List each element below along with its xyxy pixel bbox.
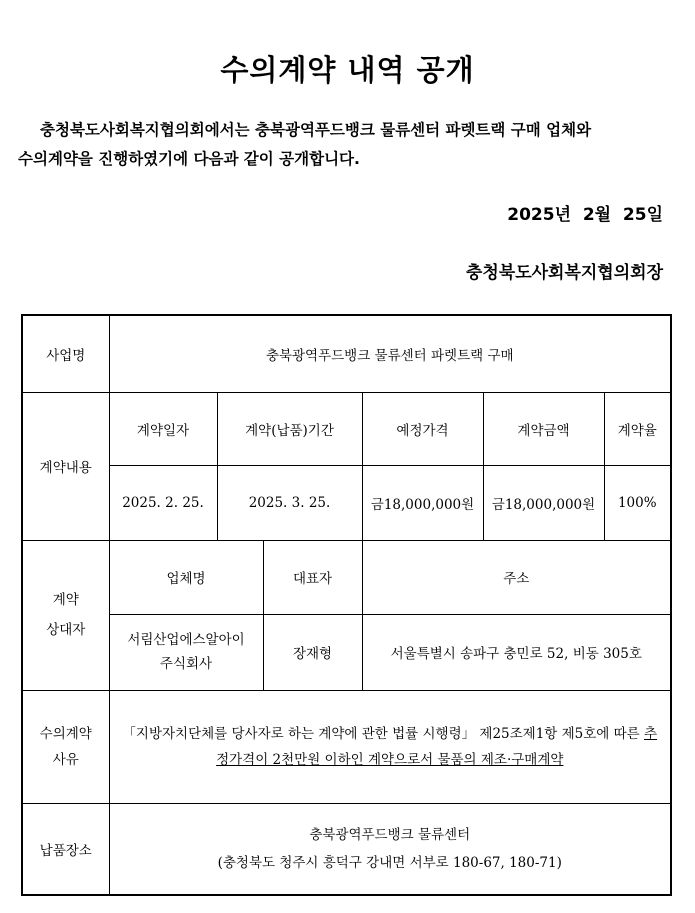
party-value-row [22, 614, 671, 690]
contract-amount-header: 계약금액 [483, 392, 604, 465]
contract-label: 계약내용 [22, 392, 109, 540]
announcement-date: 2025년 2월 25일 [507, 205, 663, 225]
intro-paragraph [18, 116, 668, 174]
representative-value: 장재형 [263, 614, 362, 690]
reason-text-main: 「지방자치단체를 당사자로 하는 계약에 관한 법률 시행령」 제25조제1항 제5호에 따른 [122, 725, 645, 742]
company-name-value [109, 614, 263, 690]
delivery-line-2: (충청북도 청주시 흥덕구 강내면 서부로 180-67, 180-71) [217, 854, 562, 871]
delivery-value [109, 803, 671, 895]
party-header-row [22, 540, 671, 614]
address-header: 주소 [362, 540, 671, 614]
party-label [22, 540, 109, 690]
contract-date-header: 계약일자 [109, 392, 217, 465]
reason-row [22, 690, 671, 803]
project-value: 충북광역푸드뱅크 물류센터 파렛트랙 구매 [109, 315, 671, 392]
reason-label-line-2: 사유 [52, 751, 79, 768]
party-label-line-2: 상대자 [46, 622, 86, 638]
contract-value-row [22, 465, 671, 540]
contract-header-row [22, 392, 671, 465]
intro-line-2: 수의계약을 진행하였기에 다음과 같이 공개합니다. [18, 150, 360, 168]
reason-label [22, 690, 109, 803]
delivery-label: 납품장소 [22, 803, 109, 895]
company-name-header: 업체명 [109, 540, 263, 614]
signer-name: 충청북도사회복지협의회장 [465, 263, 663, 283]
contract-period-value: 2025. 3. 25. [217, 465, 362, 540]
project-row [22, 315, 671, 392]
contract-rate-header: 계약율 [604, 392, 671, 465]
estimated-price-header: 예정가격 [362, 392, 483, 465]
contract-info-table [21, 314, 672, 896]
project-label: 사업명 [22, 315, 109, 392]
reason-label-line-1: 수의계약 [39, 725, 92, 742]
representative-header: 대표자 [263, 540, 362, 614]
page-title: 수의계약 내역 공개 [220, 53, 475, 87]
delivery-row [22, 803, 671, 895]
delivery-line-1: 충북광역푸드뱅크 물류센터 [309, 826, 471, 843]
reason-text-underlined: 추정가격이 2천만원 이하인 계약으로서 물품의 제조·구매계약 [216, 725, 658, 768]
company-name-line-1: 서림산업에스알아이 [127, 632, 245, 648]
estimated-price-value: 금18,000,000원 [362, 465, 483, 540]
party-label-line-1: 계약 [52, 592, 79, 608]
company-name-line-2: 주식회사 [159, 656, 213, 672]
intro-line-1: 충청북도사회복지협의회에서는 충북광역푸드뱅크 물류센터 파렛트랙 구매 업체와 [40, 121, 592, 139]
contract-rate-value: 100% [604, 465, 671, 540]
reason-text [109, 690, 671, 803]
contract-period-header: 계약(납품)기간 [217, 392, 362, 465]
contract-date-value: 2025. 2. 25. [109, 465, 217, 540]
address-value: 서울특별시 송파구 충민로 52, 비동 305호 [362, 614, 671, 690]
contract-amount-value: 금18,000,000원 [483, 465, 604, 540]
